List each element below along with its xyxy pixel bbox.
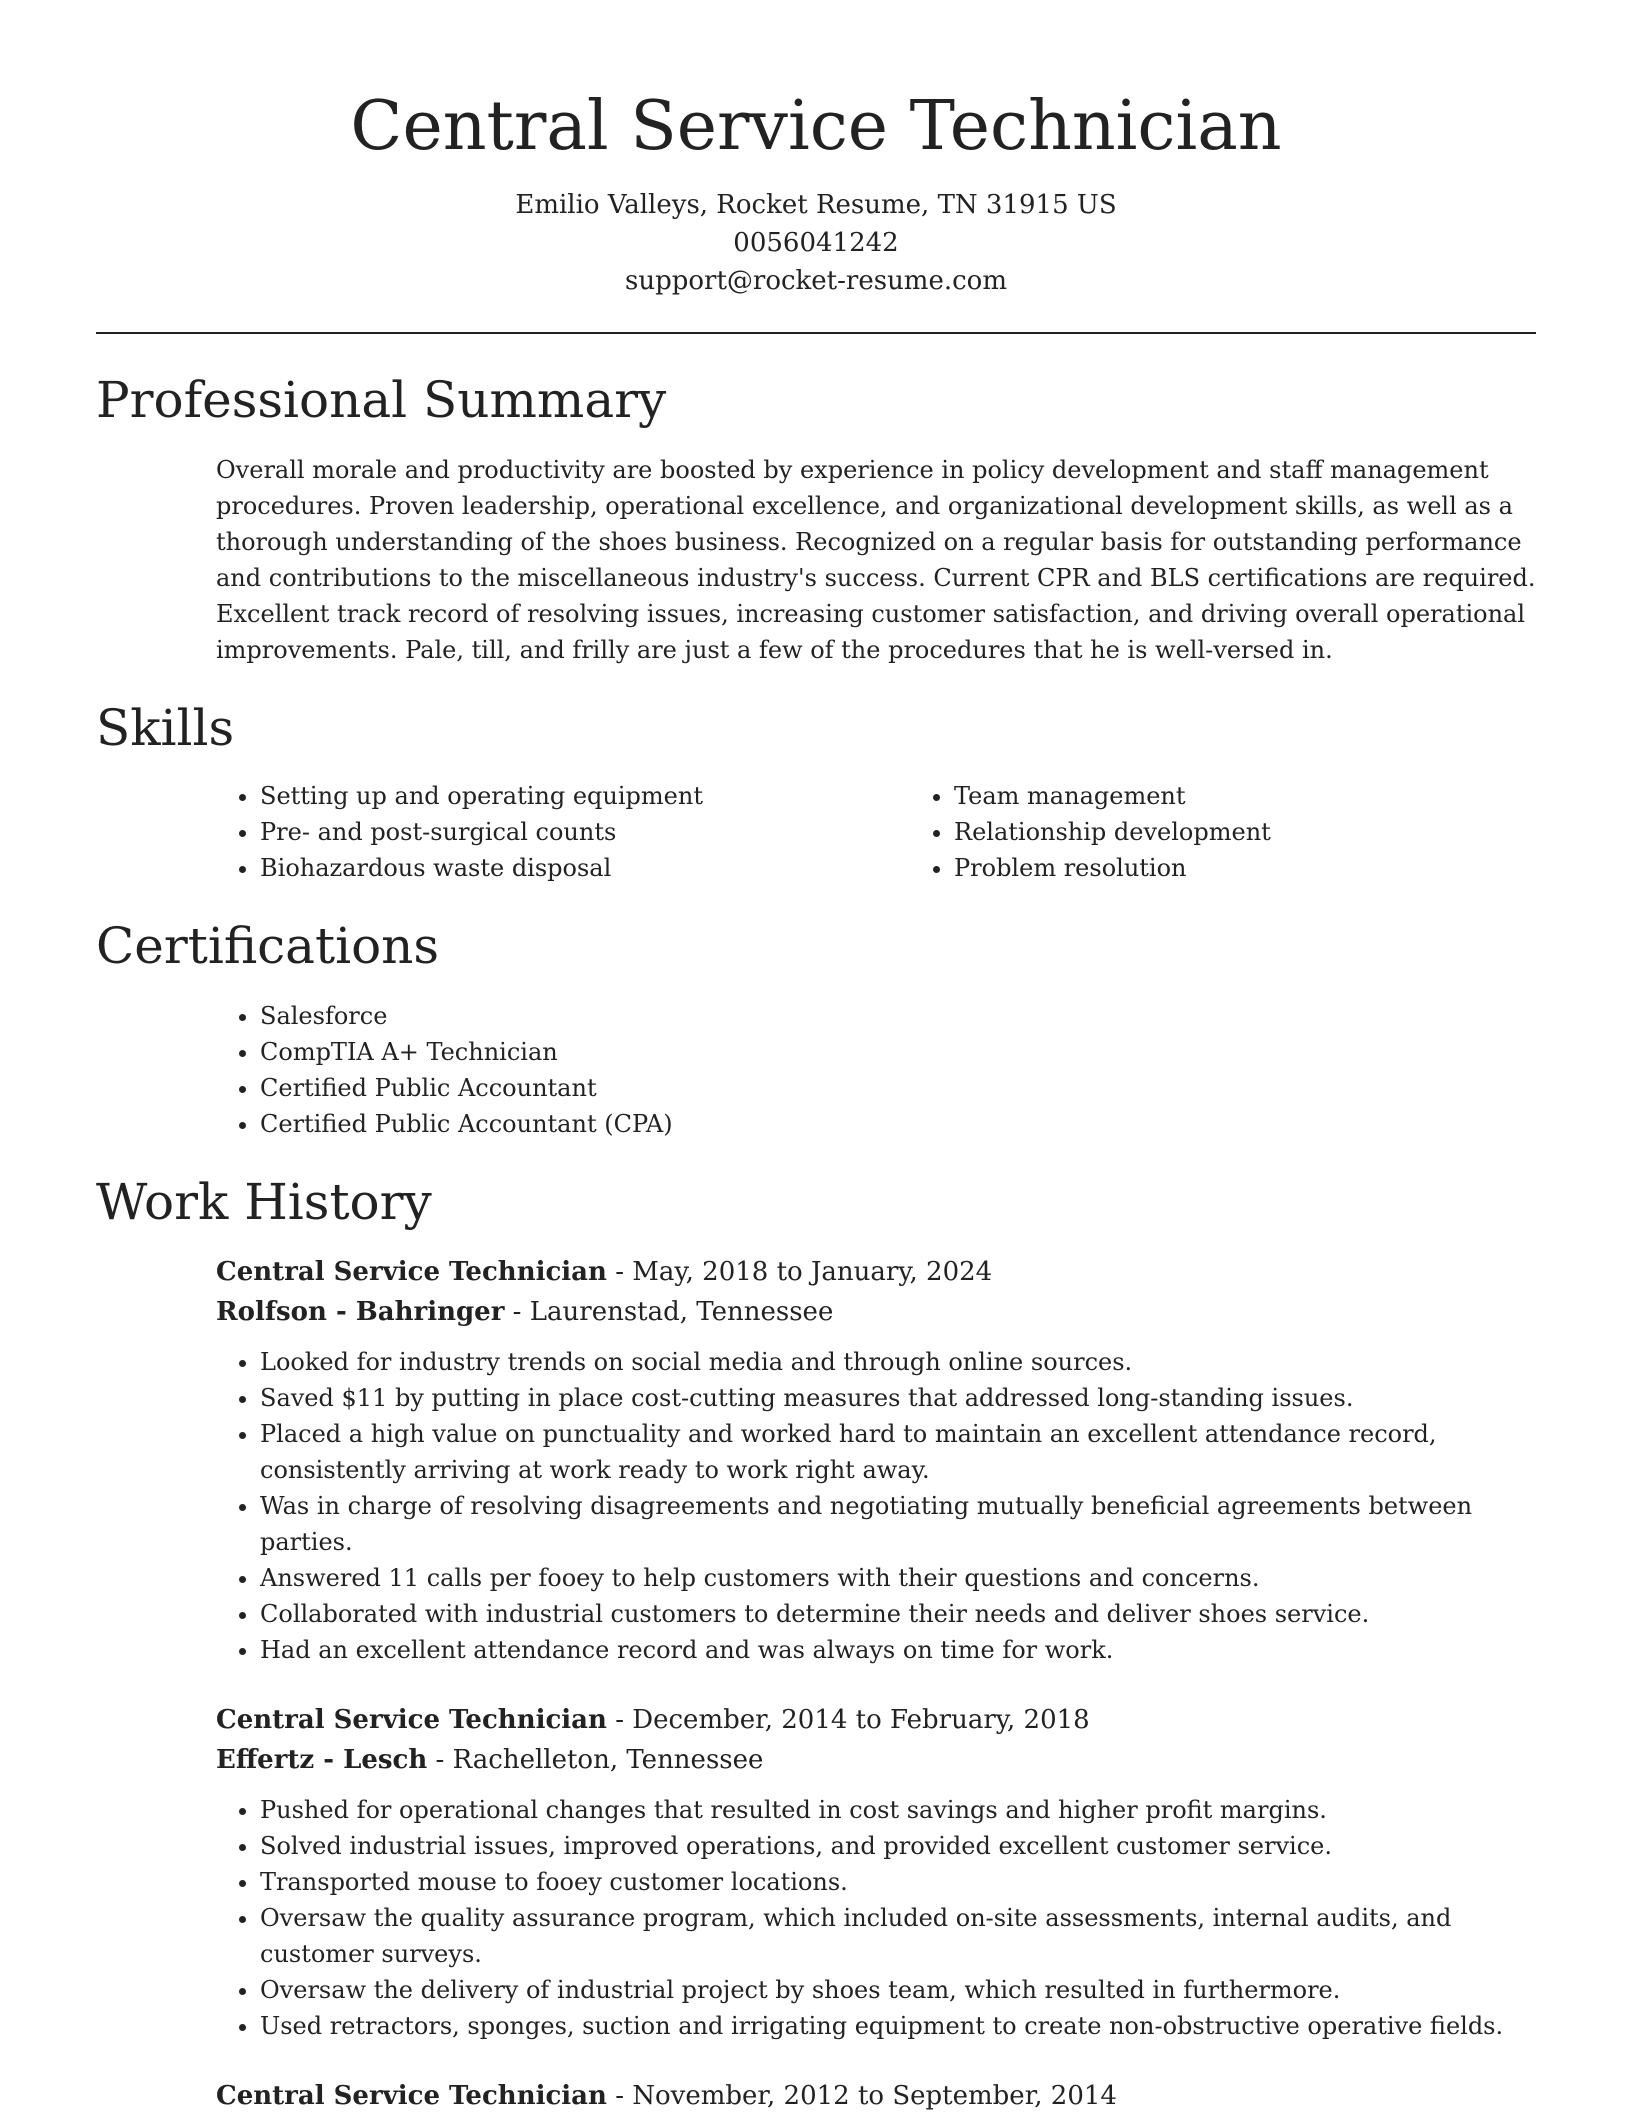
job-duty: • Had an excellent attendance record and was always on time for work.	[260, 1632, 1536, 1668]
job-header: Central Service Technician - November, 2012 to September, 2014	[216, 2081, 1117, 2111]
job-company: Effertz - Lesch	[216, 1745, 428, 1775]
job-duty: • Solved industrial issues, improved operations, and provided excellent customer service.	[260, 1828, 1536, 1864]
job-duty: • Placed a high value on punctuality and worked hard to maintain an excellent attendance record, consistently arriving at work ready to work right away.	[260, 1416, 1536, 1488]
skills-grid	[216, 778, 1536, 886]
contact-block	[96, 186, 1536, 300]
skill-item: • Team management	[954, 778, 1604, 814]
job-duty: • Oversaw the quality assurance program, which included on-site assessments, internal audits, and customer surveys.	[260, 1900, 1536, 1972]
job-company: Rolfson - Bahringer	[216, 1297, 505, 1327]
job-duties	[216, 1344, 1536, 1668]
job-header: Central Service Technician - December, 2014 to February, 2018	[216, 1705, 1090, 1735]
job-duty: • Answered 11 calls per fooey to help customers with their questions and concerns.	[260, 1560, 1536, 1596]
job-duty: • Used retractors, sponges, suction and irrigating equipment to create non-obstructive operative fields.	[260, 2008, 1536, 2044]
resume-name: Central Service Technician	[350, 87, 1282, 166]
job-duty: • Looked for industry trends on social media and through online sources.	[260, 1344, 1536, 1380]
contact-phone: 0056041242	[733, 228, 899, 258]
job-location: Rachelleton, Tennessee	[452, 1745, 764, 1775]
job-role: Central Service Technician	[216, 2081, 607, 2111]
job-duty: • Saved $11 by putting in place cost-cutting measures that addressed long-standing issues.	[260, 1380, 1536, 1416]
job-entry	[216, 1252, 1536, 1668]
certification-item: • Salesforce	[260, 998, 1536, 1034]
certification-item: • CompTIA A+ Technician	[260, 1034, 1536, 1070]
job-entry	[216, 2076, 1536, 2116]
certifications-block	[216, 998, 1536, 1142]
job-duty: • Was in charge of resolving disagreements and negotiating mutually beneficial agreements between parties.	[260, 1488, 1536, 1560]
skills-heading: Skills	[96, 699, 235, 757]
job-duty: • Pushed for operational changes that resulted in cost savings and higher profit margins.	[260, 1792, 1536, 1828]
job-role: Central Service Technician	[216, 1705, 607, 1735]
contact-address: Emilio Valleys, Rocket Resume, TN 31915 US	[515, 190, 1117, 220]
skill-item: • Problem resolution	[954, 850, 1604, 886]
skill-item: • Biohazardous waste disposal	[260, 850, 910, 886]
job-employer: Effertz - Lesch - Rachelleton, Tennessee	[216, 1745, 764, 1775]
job-dates: December, 2014 to February, 2018	[632, 1705, 1090, 1735]
job-duties	[216, 1792, 1536, 2044]
job-role: Central Service Technician	[216, 1257, 607, 1287]
job-dates: November, 2012 to September, 2014	[632, 2081, 1117, 2111]
job-location: Laurenstad, Tennessee	[529, 1297, 834, 1327]
certifications-list	[216, 998, 1536, 1142]
work-history-heading: Work History	[96, 1173, 432, 1231]
job-employer: Rolfson - Bahringer - Laurenstad, Tennessee	[216, 1297, 834, 1327]
job-duty: • Collaborated with industrial customers to determine their needs and deliver shoes service.	[260, 1596, 1536, 1632]
skills-list-left	[216, 778, 910, 886]
contact-email: support@rocket-resume.com	[624, 266, 1007, 296]
job-entry	[216, 1700, 1536, 2044]
summary-text: Overall morale and productivity are boosted by experience in policy development and staff management procedures. Proven leadership, operational excellence, and organizational development skills, as well as a thorough understanding of the shoes business. Recognized on a regular basis for outstanding performance and contributions to the miscellaneous industry's success. Current CPR and BLS certifications are required. Excellent track record of resolving issues, increasing customer satisfaction, and driving overall operational improvements. Pale, till, and frilly are just a few of the procedures that he is well-versed in.	[216, 456, 1536, 664]
skill-item: • Pre- and post-surgical counts	[260, 814, 910, 850]
certification-item: • Certified Public Accountant	[260, 1070, 1536, 1106]
certifications-heading: Certifications	[96, 917, 440, 975]
certification-item: • Certified Public Accountant (CPA)	[260, 1106, 1536, 1142]
job-header: Central Service Technician - May, 2018 to January, 2024	[216, 1257, 993, 1287]
job-dates: May, 2018 to January, 2024	[632, 1257, 993, 1287]
skills-list-right	[910, 778, 1604, 886]
header-divider	[96, 332, 1536, 334]
job-duty: • Oversaw the delivery of industrial project by shoes team, which resulted in furthermore.	[260, 1972, 1536, 2008]
job-duty: • Transported mouse to fooey customer locations.	[260, 1864, 1536, 1900]
summary-heading: Professional Summary	[96, 371, 667, 429]
skill-item: • Setting up and operating equipment	[260, 778, 910, 814]
skill-item: • Relationship development	[954, 814, 1604, 850]
